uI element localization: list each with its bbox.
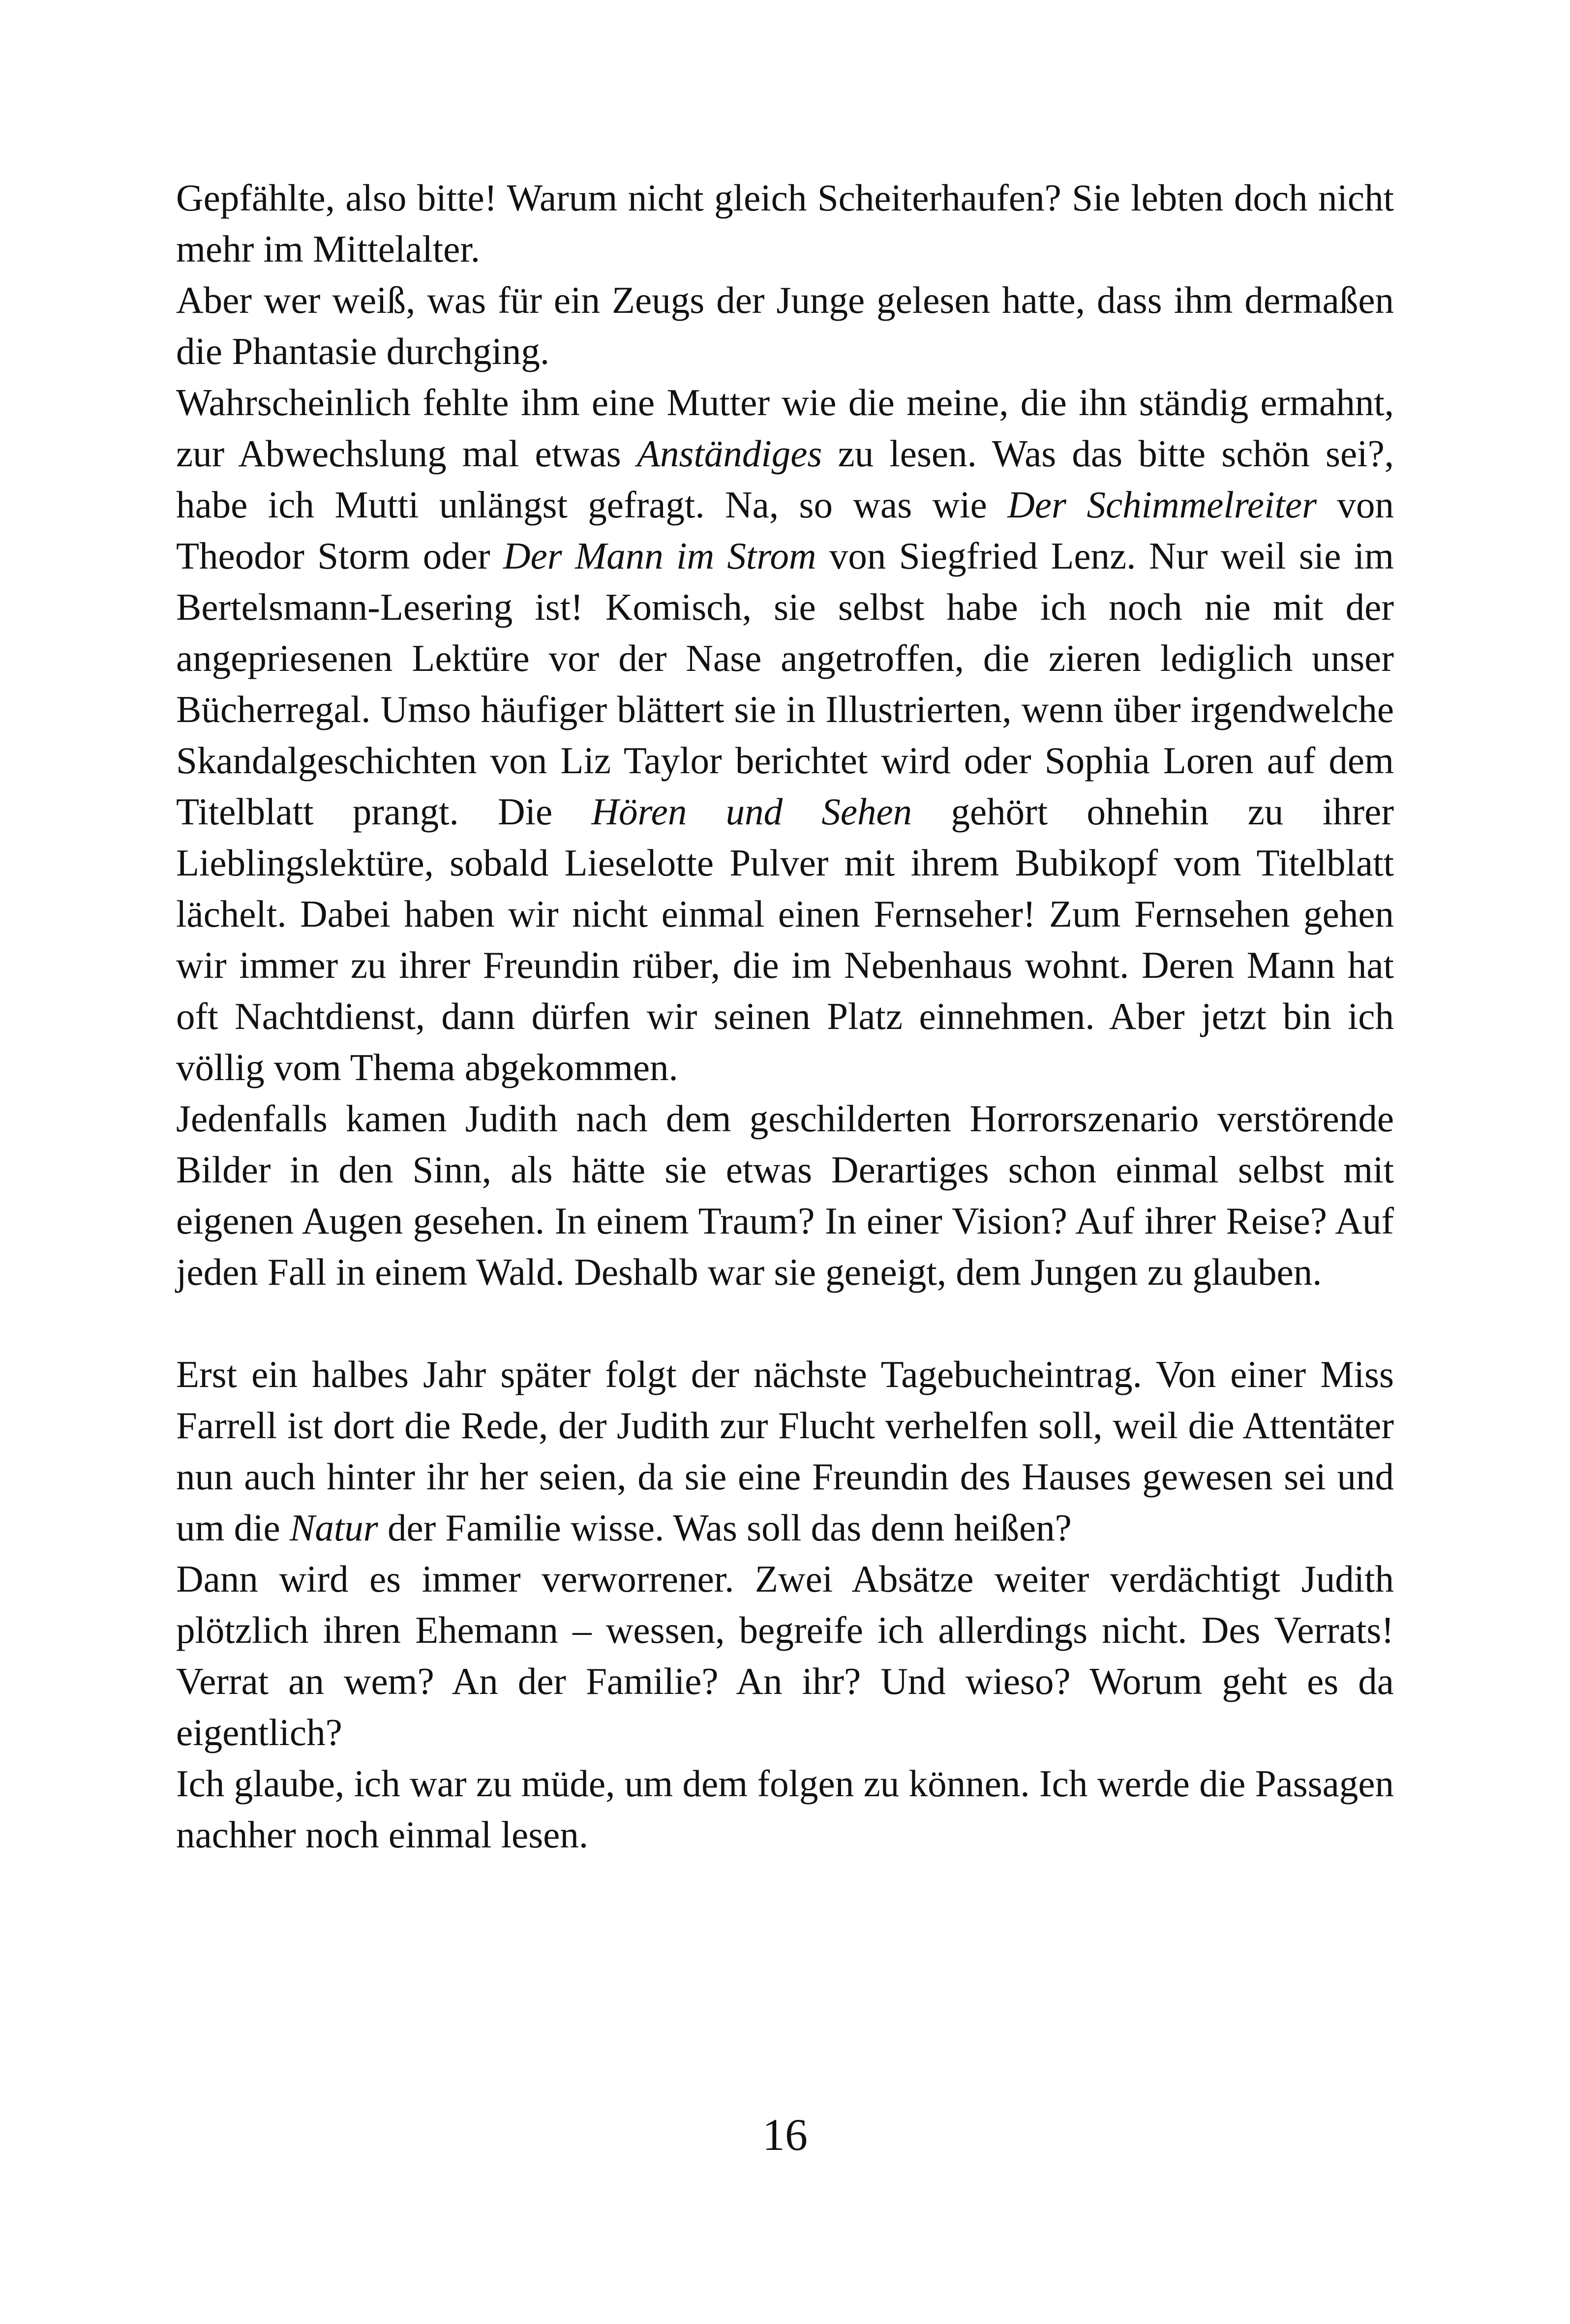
text-segment: gehört ohnehin zu ihrer Lieblingslektüre, sobald Lieselotte Pulver mit ihrem Bubikopf vom Titelblatt lächelt. Dabei haben wir nicht einmal einen Fernseher! Zum Fernsehen gehen wir immer zu ihrer Freundin rüber, die im Nebenhaus wohnt. Deren Mann hat oft Nachtdienst, dann dürfen wir seinen Platz einnehmen. Aber jetzt bin ich völlig vom Thema abgekommen. xyxy=(176,790,1394,1088)
text-segment: Jedenfalls kamen Judith nach dem geschilderten Horrorszenario verstörende Bilder in den Sinn, als hätte sie etwas Derartiges schon einmal selbst mit eigenen Augen gesehen. In einem Traum? In einer Vision? Auf ihrer Reise? Auf jeden Fall in einem Wald. Deshalb war sie geneigt, dem Jungen zu glauben. xyxy=(176,1097,1394,1293)
italic-title: Der Schimmelreiter xyxy=(1007,483,1317,526)
paragraph xyxy=(176,377,1394,1093)
text-segment: Aber wer weiß, was für ein Zeugs der Junge gelesen hatte, dass ihm dermaßen die Phantasie durchging. xyxy=(176,279,1394,372)
text-segment: von Theodor Storm oder xyxy=(176,483,1394,577)
page-number: 16 xyxy=(762,2110,808,2160)
body-text xyxy=(176,172,1394,1860)
text-segment: Ich glaube, ich war zu müde, um dem folgen zu können. Ich werde die Passagen nachher noch einmal lesen. xyxy=(176,1762,1394,1856)
text-segment: Erst ein halbes Jahr später folgt der nächste Tagebucheintrag. Von einer Miss Farrell ist dort die Rede, der Judith zur Flucht verhelfen soll, weil die Attentäter nun auch hinter ihr her seien, da sie eine Freundin des Hauses gewesen sei und um die xyxy=(176,1353,1394,1549)
paragraph xyxy=(176,1553,1394,1758)
paragraph xyxy=(176,274,1394,377)
italic-title: Hören und Sehen xyxy=(591,790,912,833)
text-segment: zu lesen. Was das bitte schön sei?, habe ich Mutti unlängst gefragt. Na, so was wie xyxy=(176,432,1394,526)
text-segment: der Familie wisse. Was soll das denn heißen? xyxy=(378,1507,1072,1549)
paragraph xyxy=(176,1758,1394,1860)
paragraph xyxy=(176,1349,1394,1553)
italic-title: Natur xyxy=(289,1507,378,1549)
paragraph xyxy=(176,1093,1394,1298)
text-segment: Gepfählte, also bitte! Warum nicht gleich Scheiterhaufen? Sie lebten doch nicht mehr im Mittelalter. xyxy=(176,177,1394,270)
italic-title: Anständiges xyxy=(636,432,822,475)
paragraph xyxy=(176,172,1394,274)
text-segment: Dann wird es immer verworrener. Zwei Absätze weiter verdächtigt Judith plötzlich ihren Ehemann – wessen, begreife ich allerdings nicht. Des Verrats! Verrat an wem? An der Familie? An ihr? Und wieso? Worum geht es da eigentlich? xyxy=(176,1558,1394,1753)
text-segment: Wahrscheinlich fehlte ihm eine Mutter wie die meine, die ihn ständig ermahnt, zur Abwechslung mal etwas xyxy=(176,381,1394,475)
italic-title: Der Mann im Strom xyxy=(503,535,816,577)
text-segment: von Siegfried Lenz. Nur weil sie im Bertelsmann-Lesering ist! Komisch, sie selbst habe ich noch nie mit der angepriesenen Lektüre vor der Nase angetroffen, die zieren lediglich unser Bücherregal. Umso häufiger blättert sie in Illustrierten, wenn über irgendwelche Skandalgeschichten von Liz Taylor berichtet wird oder Sophia Loren auf dem Titelblatt prangt. Die xyxy=(176,535,1394,833)
